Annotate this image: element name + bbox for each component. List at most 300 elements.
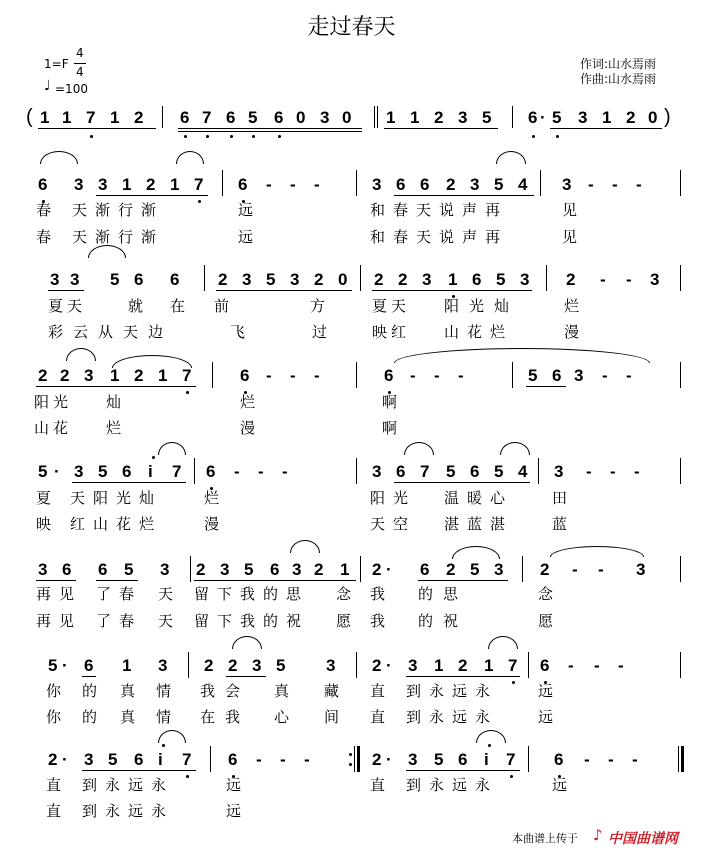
line3-note: 6 [384, 366, 394, 385]
underline [526, 386, 566, 387]
line5-note: 6 [98, 560, 108, 579]
low-octave-dot [184, 135, 187, 138]
line6-note: 5 [276, 656, 286, 675]
barline [538, 458, 539, 484]
low-octave-dot [512, 681, 515, 684]
line2-note: 6 [134, 270, 144, 289]
line3-note: 2 [134, 366, 144, 385]
line5-lyric-v2: 留下我的祝 [194, 612, 310, 630]
line1-note: 7 [194, 175, 204, 194]
repeat-barline [354, 746, 355, 772]
line1-dash: - [612, 175, 618, 194]
line2-dash: - [626, 270, 632, 289]
intro-m4-n3: 3 [578, 108, 588, 127]
line2-note: 2 [218, 270, 228, 289]
line2-note: 3 [290, 270, 300, 289]
line3-dash: - [626, 366, 632, 385]
line5-note: 3 [292, 560, 302, 579]
line2-lyric: 方 [310, 297, 326, 315]
barline [188, 652, 189, 678]
line5-lyric: 天 [158, 585, 174, 603]
line6-lyric: 情 [156, 682, 172, 700]
line3-note: 2 [38, 366, 48, 385]
intro-m2-n8: 0 [342, 108, 352, 127]
high-octave-dot [152, 456, 155, 459]
lyricist-credit: 作词:山水焉雨 [580, 57, 657, 71]
line5-lyric-v2: 的祝 [418, 612, 469, 630]
slur [290, 540, 320, 553]
barline [680, 556, 681, 582]
line7-lyric: 到永远永 [82, 776, 175, 794]
line1-note: 6 [238, 175, 248, 194]
intro-open-paren: ( [26, 106, 33, 128]
intro-m1-n2: 1 [62, 108, 72, 127]
line6-lyric-v2: 直 [370, 708, 386, 726]
line7-lyric-v2: 到永远永 [82, 802, 175, 820]
line1-note: 6 [396, 175, 406, 194]
line2-note: 2 [314, 270, 324, 289]
line2-note: 5 [496, 270, 506, 289]
underline [82, 770, 196, 771]
line6-lyric: 你 [46, 682, 62, 700]
line4-note: 6 [470, 462, 480, 481]
line2-lyric-v2: 飞 [230, 323, 246, 341]
line4-note: 6 [122, 462, 132, 481]
underline [394, 482, 530, 483]
line5-note: 2 [446, 560, 456, 579]
line1-lyric-v2: 见 [562, 228, 578, 246]
line7-lyric: 直 [370, 776, 386, 794]
line2-lyric: 就 [128, 297, 144, 315]
line2-note: 2 [374, 270, 384, 289]
line2-lyric: 夏天 [372, 297, 411, 315]
line7-lyric-v2: 远 [226, 802, 242, 820]
line5-lyric: 再见 [36, 585, 83, 603]
line5-lyric: 的思 [418, 585, 469, 603]
line5-note: 5 [244, 560, 254, 579]
line2-lyric: 前 [214, 297, 230, 315]
line1-note: 3 [98, 175, 108, 194]
slur [66, 348, 96, 361]
barline [356, 652, 357, 678]
line7-note: 2 [372, 750, 382, 769]
line5-note: 6 [420, 560, 430, 579]
barline [162, 106, 163, 128]
line1-note: 6 [38, 175, 48, 194]
key-signature: 1=F [44, 57, 69, 71]
line4-note: 3 [554, 462, 564, 481]
line3-dash: - [458, 366, 464, 385]
line7-note: 7 [506, 750, 516, 769]
song-title: 走过春天 [307, 15, 396, 40]
barline [522, 556, 523, 582]
low-octave-dot [278, 135, 281, 138]
line5-note: 6 [270, 560, 280, 579]
line3-dash: - [290, 366, 296, 385]
footer-upload-text: 本曲谱上传于 [512, 832, 578, 845]
intro-m2-n5: 6 [274, 108, 284, 127]
intro-m2-n2: 7 [202, 108, 212, 127]
slur [496, 151, 526, 164]
tempo-marking: =100 [55, 82, 88, 96]
line4-dot: · [54, 462, 60, 481]
line7-dash: - [608, 750, 614, 769]
line4-lyric-v2: 漫 [204, 515, 220, 533]
line6-note: 7 [508, 656, 518, 675]
intro-m4-n6: 0 [648, 108, 658, 127]
line7-lyric: 远 [226, 776, 242, 794]
tie [394, 348, 650, 363]
barline [377, 106, 378, 128]
slur [158, 730, 186, 743]
line3-note: 3 [574, 366, 584, 385]
music-note-logo-icon: ♪ [593, 826, 603, 844]
line2-note: 6 [170, 270, 180, 289]
line7-note: 6 [458, 750, 468, 769]
slur [112, 355, 192, 368]
line7-note: 5 [108, 750, 118, 769]
line6-note: 1 [122, 656, 132, 675]
line6-lyric-v2: 间 [324, 708, 340, 726]
line6-note: 6 [84, 656, 94, 675]
line4-lyric-v2: 红山花烂 [70, 515, 163, 533]
line2-note: 1 [448, 270, 458, 289]
line4-note: 6 [396, 462, 406, 481]
line5-note: 3 [160, 560, 170, 579]
line6-note: 3 [408, 656, 418, 675]
intro-m1-n3: 7 [86, 108, 96, 127]
barline [680, 265, 681, 291]
line2-note: 2 [398, 270, 408, 289]
repeat-dot [349, 753, 352, 756]
line1-note: 3 [562, 175, 572, 194]
line6-note: 3 [252, 656, 262, 675]
tie [550, 546, 644, 557]
line3-lyric-v2: 漫 [240, 419, 256, 437]
line1-lyric: 见 [562, 201, 578, 219]
repeat-barline-thick [357, 746, 360, 772]
intro-m1-n4: 1 [110, 108, 120, 127]
intro-m3-n2: 1 [410, 108, 420, 127]
line2-note: 3 [242, 270, 252, 289]
low-octave-dot [556, 135, 559, 138]
line3-lyric-v2: 烂 [106, 419, 122, 437]
line4-lyric: 田 [552, 489, 568, 507]
slur [176, 151, 204, 164]
line6-lyric: 我会 [200, 682, 251, 700]
line4-note: 4 [518, 462, 528, 481]
line1-lyric-v2: 远 [238, 228, 254, 246]
line4-note: 7 [172, 462, 182, 481]
line6-note: 2 [204, 656, 214, 675]
line5-dash: - [572, 560, 578, 579]
line2-lyric: 在 [170, 297, 186, 315]
slur [500, 442, 530, 455]
line3-note: 6 [240, 366, 250, 385]
low-octave-dot [186, 775, 189, 778]
line6-note: 2 [228, 656, 238, 675]
line1-note: 3 [372, 175, 382, 194]
line7-note: 6 [554, 750, 564, 769]
underline [216, 290, 352, 291]
line6-note: 3 [326, 656, 336, 675]
line1-note: 2 [146, 175, 156, 194]
line7-dash: - [304, 750, 310, 769]
line5-lyric-v2: 了春 [96, 612, 143, 630]
underline [194, 580, 356, 581]
intro-m2-n3: 6 [226, 108, 236, 127]
line6-note: 2 [372, 656, 382, 675]
line1-dash: - [266, 175, 272, 194]
line5-lyric: 留下我的思 [194, 585, 310, 603]
line3-dash: - [314, 366, 320, 385]
line6-note: 1 [434, 656, 444, 675]
line4-lyric: 天阳光灿 [70, 489, 163, 507]
line1-dash: - [290, 175, 296, 194]
intro-m4-dot: · [540, 108, 546, 127]
intro-m3-n3: 2 [434, 108, 444, 127]
line5-note: 1 [340, 560, 350, 579]
underline [384, 128, 498, 129]
barline [512, 106, 513, 128]
line4-dash: - [634, 462, 640, 481]
line4-lyric: 烂 [204, 489, 220, 507]
barline [210, 746, 211, 772]
line6-lyric-v2: 情 [156, 708, 172, 726]
intro-m4-n5: 2 [626, 108, 636, 127]
barline [528, 746, 529, 772]
line6-dot: · [386, 656, 392, 675]
line6-note: 5 [48, 656, 58, 675]
line2-note: 2 [566, 270, 576, 289]
line2-note: 3 [520, 270, 530, 289]
line3-note: 1 [158, 366, 168, 385]
line2-lyric-v2: 过 [312, 323, 328, 341]
line5-note: 3 [494, 560, 504, 579]
line1-note: 6 [420, 175, 430, 194]
line5-dot: · [386, 560, 392, 579]
line4-lyric-v2: 映 [36, 515, 52, 533]
line5-lyric: 念 [336, 585, 352, 603]
line2-note: 0 [338, 270, 348, 289]
line7-dash: - [256, 750, 262, 769]
line5-note: 5 [124, 560, 134, 579]
line6-lyric-v2: 远 [538, 708, 554, 726]
site-logo[interactable]: 中国曲谱网 [608, 830, 678, 846]
line3-lyric: 灿 [106, 393, 122, 411]
line5-dash: - [598, 560, 604, 579]
line5-lyric-v2: 愿 [538, 612, 554, 630]
barline [222, 170, 223, 196]
line5-lyric: 了春 [96, 585, 143, 603]
line7-note: 2 [48, 750, 58, 769]
line4-dash: - [234, 462, 240, 481]
slur [40, 151, 78, 164]
line7-lyric: 直 [46, 776, 62, 794]
high-octave-dot [162, 744, 165, 747]
barline [540, 170, 541, 196]
line1-dash: - [314, 175, 320, 194]
time-signature-top: 4 [76, 46, 84, 60]
line6-dot: · [62, 656, 68, 675]
line4-note: 3 [74, 462, 84, 481]
barline [190, 556, 191, 582]
line2-note: 3 [70, 270, 80, 289]
line4-lyric-v2: 天空 [370, 515, 417, 533]
line5-note: 2 [196, 560, 206, 579]
underline [226, 676, 266, 677]
barline [356, 362, 357, 388]
line4-lyric: 温暖心 [444, 489, 514, 507]
line1-lyric-v2: 和春天说声再 [370, 228, 509, 246]
barline [194, 458, 195, 484]
slur [232, 636, 262, 649]
line7-dash: - [584, 750, 590, 769]
barline [204, 265, 205, 291]
barline [374, 106, 375, 128]
line5-note: 2 [314, 560, 324, 579]
line3-note: 3 [84, 366, 94, 385]
intro-m2-n6: 0 [296, 108, 306, 127]
line7-dot: · [62, 750, 68, 769]
barline [680, 362, 681, 388]
barline [512, 362, 513, 388]
line6-dash: - [594, 656, 600, 675]
line5-note: 5 [470, 560, 480, 579]
line4-note: 3 [372, 462, 382, 481]
line5-lyric-v2: 愿 [336, 612, 352, 630]
final-barline [678, 746, 679, 772]
line7-note: i [484, 750, 489, 769]
line2-lyric: 阳光灿 [444, 297, 520, 315]
line6-lyric-v2: 心 [274, 708, 290, 726]
slur [452, 546, 500, 559]
line4-note: 5 [98, 462, 108, 481]
slur [158, 442, 186, 455]
line3-lyric-v2: 山花 [34, 419, 73, 437]
line1-note: 3 [74, 175, 84, 194]
line2-note: 3 [650, 270, 660, 289]
line7-note: 5 [434, 750, 444, 769]
intro-m4-n2: 5 [552, 108, 562, 127]
line7-lyric-v2: 直 [46, 802, 62, 820]
line1-note: 1 [170, 175, 180, 194]
line5-note: 2 [540, 560, 550, 579]
low-octave-dot [186, 391, 189, 394]
underline [96, 580, 138, 581]
underline [550, 128, 662, 129]
line4-note: 5 [446, 462, 456, 481]
line1-lyric: 远 [238, 201, 254, 219]
line7-note: 6 [134, 750, 144, 769]
barline [356, 458, 357, 484]
intro-m4-n4: 1 [602, 108, 612, 127]
line6-lyric: 真 [274, 682, 290, 700]
barline [528, 652, 529, 678]
line7-note: i [158, 750, 163, 769]
line4-dash: - [586, 462, 592, 481]
barline [680, 458, 681, 484]
line1-note: 5 [494, 175, 504, 194]
line4-lyric-v2: 湛蓝湛 [444, 515, 514, 533]
line5-lyric-v2: 天 [158, 612, 174, 630]
line2-lyric-v2: 映红 [372, 323, 411, 341]
line6-lyric-v2: 真 [120, 708, 136, 726]
line5-lyric-v2: 我 [370, 612, 386, 630]
line3-dash: - [434, 366, 440, 385]
line5-lyric-v2: 再见 [36, 612, 83, 630]
line1-note: 1 [122, 175, 132, 194]
line7-dot: · [386, 750, 392, 769]
line4-lyric: 阳光 [370, 489, 417, 507]
line4-dash: - [258, 462, 264, 481]
barline [360, 265, 361, 291]
underline [36, 386, 196, 387]
line1-dash: - [636, 175, 642, 194]
barline [360, 556, 361, 582]
line7-note: 6 [228, 750, 238, 769]
low-octave-dot [90, 135, 93, 138]
slur [488, 636, 518, 649]
line2-note: 3 [422, 270, 432, 289]
line7-dash: - [280, 750, 286, 769]
line3-note: 1 [110, 366, 120, 385]
line2-lyric: 夏天 [48, 297, 87, 315]
line4-note: 7 [420, 462, 430, 481]
underline [394, 195, 534, 196]
line4-dash: - [610, 462, 616, 481]
line7-note: 3 [408, 750, 418, 769]
underline [82, 676, 96, 677]
line2-lyric-v2: 山花烂 [444, 323, 514, 341]
line3-note: 6 [552, 366, 562, 385]
intro-m2-n4: 5 [248, 108, 258, 127]
line3-lyric: 啊 [382, 393, 398, 411]
line4-note: 5 [494, 462, 504, 481]
time-signature-line [74, 63, 86, 64]
quarter-note-icon: ♩ [44, 78, 51, 94]
low-octave-dot [230, 135, 233, 138]
line1-note: 2 [446, 175, 456, 194]
line6-lyric: 远 [538, 682, 554, 700]
line6-note: 3 [158, 656, 168, 675]
repeat-dot [349, 763, 352, 766]
intro-close-paren: ) [664, 106, 671, 128]
line3-lyric: 阳光 [34, 393, 73, 411]
underline [418, 580, 508, 581]
line5-note: 3 [38, 560, 48, 579]
line1-lyric: 天渐行渐 [72, 201, 165, 219]
line3-lyric: 烂 [240, 393, 256, 411]
line5-note: 3 [220, 560, 230, 579]
line4-lyric-v2: 蓝 [552, 515, 568, 533]
line7-dash: - [632, 750, 638, 769]
line6-note: 1 [484, 656, 494, 675]
final-barline-thick [681, 746, 684, 772]
line4-dash: - [282, 462, 288, 481]
line6-note: 6 [540, 656, 550, 675]
line2-lyric-v2: 漫 [564, 323, 580, 341]
line3-lyric-v2: 啊 [382, 419, 398, 437]
line2-lyric-v2: 彩云从天边 [48, 323, 174, 341]
line3-note: 2 [60, 366, 70, 385]
intro-m2-n7: 3 [320, 108, 330, 127]
line1-lyric: 春 [36, 201, 52, 219]
line5-lyric: 我 [370, 585, 386, 603]
low-octave-dot [198, 200, 201, 203]
underline [406, 676, 520, 677]
slur [476, 730, 506, 743]
